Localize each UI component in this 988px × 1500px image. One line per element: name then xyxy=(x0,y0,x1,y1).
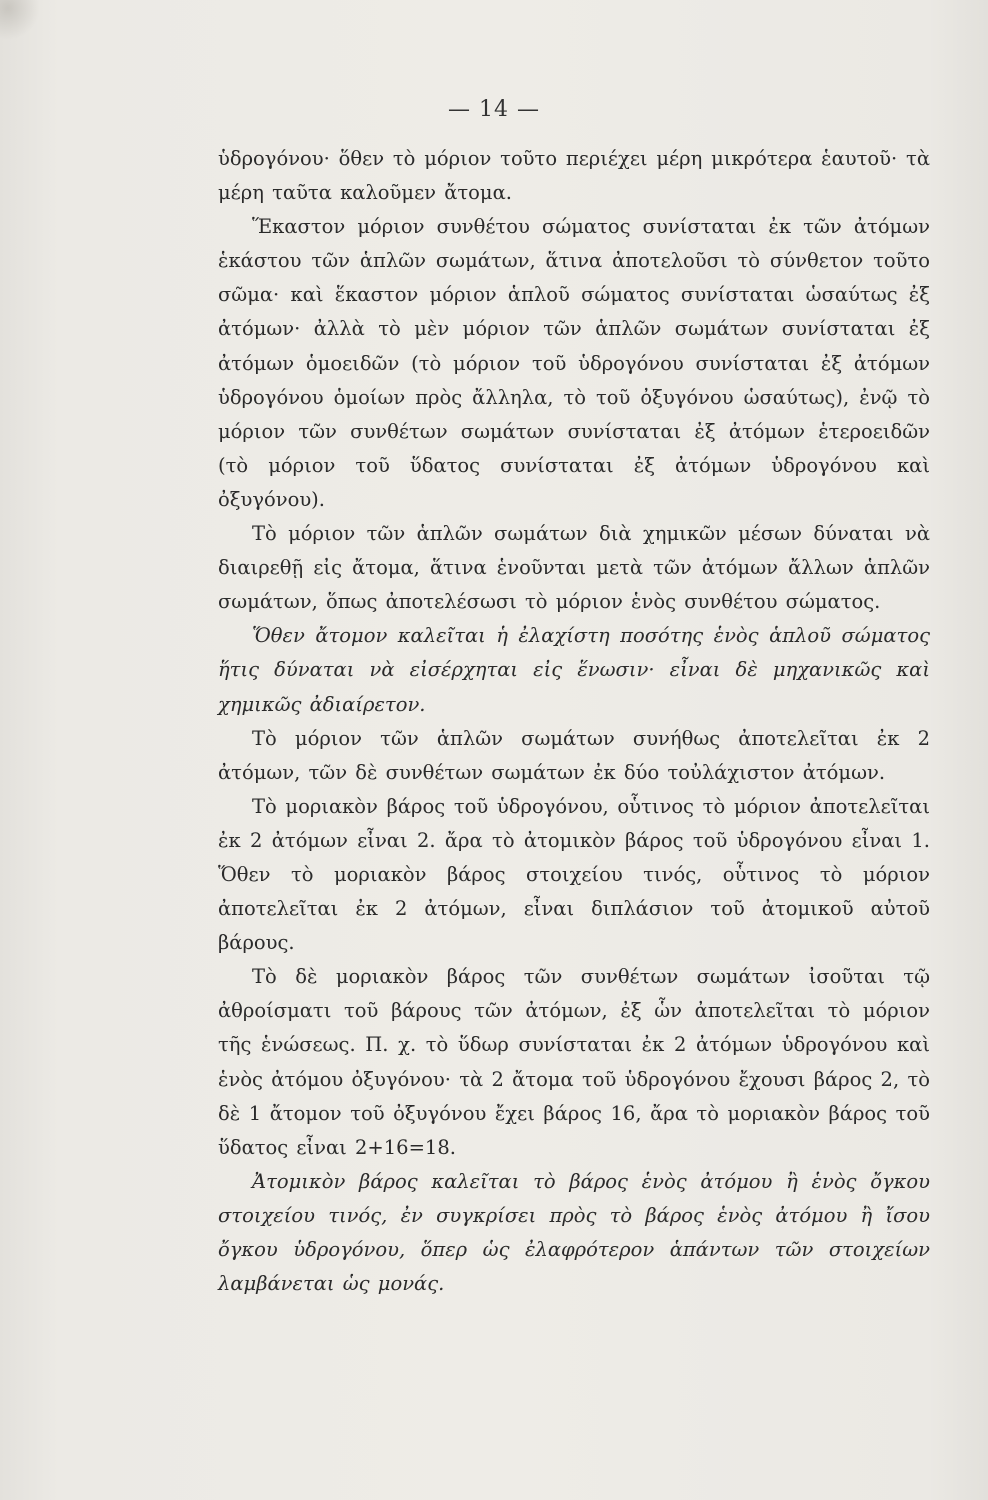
definition-atomic-weight: Ἀτομικὸν βάρος καλεῖται τὸ βάρος ἑνὸς ἀτόμου ἢ ἑνὸς ὄγκου στοιχείου τινός, ἐν συγκρίσει πρὸς τὸ βάρος ἑνὸς ἀτόμου ἢ ἴσου ὄγκου ὑδρογόνου, ὅπερ ὡς ἐλαφρότερον ἁπάντων τῶν στοιχείων λαμβάνεται ὡς μονάς. xyxy=(218,1169,930,1296)
paragraph-continuation: ὑδρογόνου· ὅθεν τὸ μόριον τοῦτο περιέχει μέρη μικρότερα ἑαυτοῦ· τὰ μέρη ταῦτα καλοῦμεν ἄτομα. xyxy=(218,147,930,205)
body-text xyxy=(218,142,930,1301)
definition-atom: Ὅθεν ἄτομον καλεῖται ἡ ἐλαχίστη ποσότης ἑνὸς ἁπλοῦ σώματος ἥτις δύναται νὰ εἰσέρχηται εἰς ἕνωσιν· εἶναι δὲ μηχανικῶς καὶ χημικῶς ἀδιαίρετον. xyxy=(218,624,930,716)
paragraph-atom-count: Τὸ μόριον τῶν ἁπλῶν σωμάτων συνήθως ἀποτελεῖται ἐκ 2 ἀτόμων, τῶν δὲ συνθέτων σωμάτων ἐκ δύο τοὐλάχιστον ἀτόμων. xyxy=(218,726,930,784)
paragraph-molecular-weight: Τὸ μοριακὸν βάρος τοῦ ὑδρογόνου, οὗτινος τὸ μόριον ἀποτελεῖται ἐκ 2 ἀτόμων εἶναι 2. ἄρα τὸ ἀτομικὸν βάρος τοῦ ὑδρογόνου εἶναι 1. Ὅθεν τὸ μοριακὸν βάρος στοιχείου τινός, οὗτινος τὸ μόριον ἀποτελεῖται ἐκ 2 ἀτόμων, εἶναι διπλάσιον τοῦ ἀτομικοῦ αὐτοῦ βάρους. xyxy=(218,794,930,955)
paragraph-division: Τὸ μόριον τῶν ἁπλῶν σωμάτων διὰ χημικῶν μέσων δύναται νὰ διαιρεθῇ εἰς ἄτομα, ἅτινα ἑνοῦνται μετὰ τῶν ἀτόμων ἄλλων ἁπλῶν σωμάτων, ὅπως ἀποτελέσωσι τὸ μόριον ἑνὸς συνθέτου σώματος. xyxy=(218,522,930,614)
paragraph-compound-weight: Τὸ δὲ μοριακὸν βάρος τῶν συνθέτων σωμάτων ἰσοῦται τῷ ἀθροίσματι τοῦ βάρους τῶν ἀτόμων, ἐξ ὧν ἀποτελεῖται τὸ μόριον τῆς ἑνώσεως. Π. χ. τὸ ὕδωρ συνίσταται ἐκ 2 ἀτόμων ὑδρογόνου καὶ ἑνὸς ἀτόμου ὀξυγόνου· τὰ 2 ἄτομα τοῦ ὑδρογόνου ἔχουσι βάρος 2, τὸ δὲ 1 ἄτομον τοῦ ὀξυγόνου ἔχει βάρος 16, ἄρα τὸ μοριακὸν βάρος τοῦ ὕδατος εἶναι 2+16=18. xyxy=(218,965,930,1159)
corner-stain xyxy=(0,0,40,40)
page-number: — 14 — xyxy=(448,97,540,122)
paragraph-compound-molecule: Ἕκαστον μόριον συνθέτου σώματος συνίσταται ἐκ τῶν ἀτόμων ἑκάστου τῶν ἁπλῶν σωμάτων, ἅτινα ἀποτελοῦσι τὸ σύνθετον τοῦτο σῶμα· καὶ ἕκαστον μόριον ἁπλοῦ σώματος συνίσταται ὡσαύτως ἐξ ἀτόμων· ἀλλὰ τὸ μὲν μόριον τῶν ἁπλῶν σωμάτων συνίσταται ἐξ ἀτόμων ὁμοειδῶν (τὸ μόριον τοῦ ὑδρογόνου συνίσταται ἐξ ἀτόμων ὑδρογόνου ὁμοίων πρὸς ἄλληλα, τὸ τοῦ ὀξυγόνου ὡσαύτως), ἐνῷ τὸ μόριον τῶν συνθέτων σωμάτων συνίσταται ἐξ ἀτόμων ἑτεροειδῶν (τὸ μόριον τοῦ ὕδατος συνίσταται ἐξ ἀτόμων ὑδρογόνου καὶ ὀξυγόνου). xyxy=(218,215,930,511)
